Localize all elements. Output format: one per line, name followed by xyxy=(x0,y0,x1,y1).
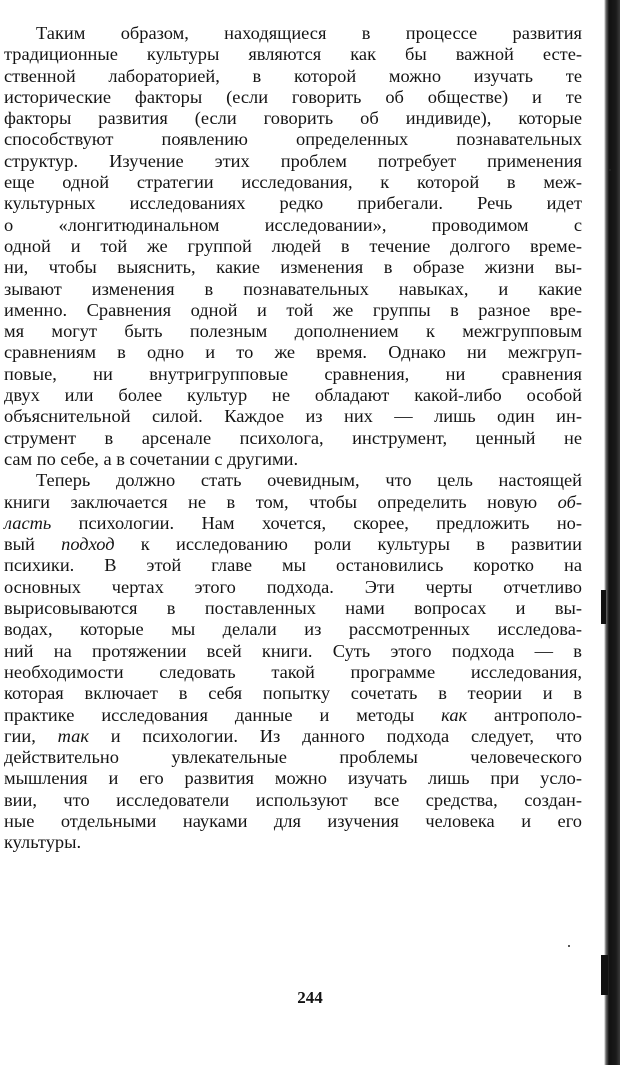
text-line: основных чертах этого подхода. Эти черты отчетливо xyxy=(4,576,582,597)
body-text xyxy=(4,23,582,854)
text-line: необходимости следовать такой программе исследования, xyxy=(4,661,582,682)
text-line: Теперь должно стать очевидным, что цель настоящей xyxy=(36,470,582,491)
text-line: о «лонгитюдинальном исследовании», проводимом с xyxy=(4,214,582,235)
text-line: исторические факторы (если говорить об обществе) и те xyxy=(4,86,582,107)
text-line: именно. Сравнения одной и той же группы в разное вре- xyxy=(4,299,582,320)
emphasis-text: ласть xyxy=(4,512,52,533)
text-line: гии, так и психологии. Из данного подхода следует, что xyxy=(4,725,582,746)
scan-page-edge xyxy=(604,0,620,1065)
text-line: струмент в арсенале психолога, инструмент, ценный не xyxy=(4,427,582,448)
text-line: одной и той же группой людей в течение долгого време- xyxy=(4,235,582,256)
scan-edge-notch xyxy=(601,955,608,995)
text-line: структур. Изучение этих проблем потребует применения xyxy=(4,150,582,171)
emphasis-text: об- xyxy=(557,491,582,512)
text-line: сам по себе, а в сочетании с другими. xyxy=(4,448,299,469)
text-line: ний на протяжении всей книги. Суть этого подхода — в xyxy=(4,640,582,661)
text-line: ни, чтобы выяснить, какие изменения в образе жизни вы- xyxy=(4,257,582,278)
text-line: водах, которые мы делали из рассмотренных исследова- xyxy=(4,619,582,640)
emphasis-text: подход xyxy=(61,534,115,555)
text-line: ные отдельными науками для изучения человека и его xyxy=(4,810,582,831)
text-line: психики. В этой главе мы остановились коротко на xyxy=(4,555,582,576)
text-line: вырисовываются в поставленных нами вопросах и вы- xyxy=(4,598,582,619)
text-line: мышления и его развития можно изучать лишь при усло- xyxy=(4,768,582,789)
text-line: культуры. xyxy=(4,832,82,853)
text-line: вии, что исследователи используют все средства, создан- xyxy=(4,789,582,810)
text-line: двух или более культур не обладают какой-либо особой xyxy=(4,385,582,406)
scan-speck xyxy=(609,169,611,171)
text-line: ласть психологии. Нам хочется, скорее, предложить но- xyxy=(4,512,582,533)
text-line: вый подход к исследованию роли культуры в развитии xyxy=(4,534,582,555)
text-line: культурных исследованиях редко прибегали. Речь идет xyxy=(4,193,582,214)
text-line: традиционные культуры являются как бы важной есте- xyxy=(4,44,582,65)
emphasis-text: как xyxy=(441,704,468,725)
text-line: практике исследования данные и методы как антрополо- xyxy=(4,704,583,725)
text-line: объяснительной силой. Каждое из них — лишь один ин- xyxy=(4,406,582,427)
text-line: сравнениям в одно и то же время. Однако ни межгруп- xyxy=(4,342,582,363)
text-line: еще одной стратегии исследования, к которой в меж- xyxy=(4,172,582,193)
text-line: действительно увлекательные проблемы человеческого xyxy=(4,747,582,768)
scan-speck xyxy=(568,945,570,947)
text-line: способствуют появлению определенных познавательных xyxy=(4,129,582,150)
text-line: зывают изменения в познавательных навыках, и какие xyxy=(4,278,582,299)
text-line: повые, ни внутригрупповые сравнения, ни сравнения xyxy=(4,363,582,384)
text-line: мя могут быть полезным дополнением к межгрупповым xyxy=(4,321,582,342)
text-line: Таким образом, находящиеся в процессе развития xyxy=(36,23,582,43)
emphasis-text: так xyxy=(57,725,89,746)
page-number: 244 xyxy=(297,988,323,1007)
text-line: ственной лабораторией, в которой можно изучать те xyxy=(4,65,582,86)
text-line: книги заключается не в том, чтобы определить новую об- xyxy=(4,491,582,512)
text-line: которая включает в себя попытку сочетать в теории и в xyxy=(4,683,582,704)
text-line: факторы развития (если говорить об индивиде), которые xyxy=(4,108,582,129)
scan-edge-notch xyxy=(601,590,606,624)
